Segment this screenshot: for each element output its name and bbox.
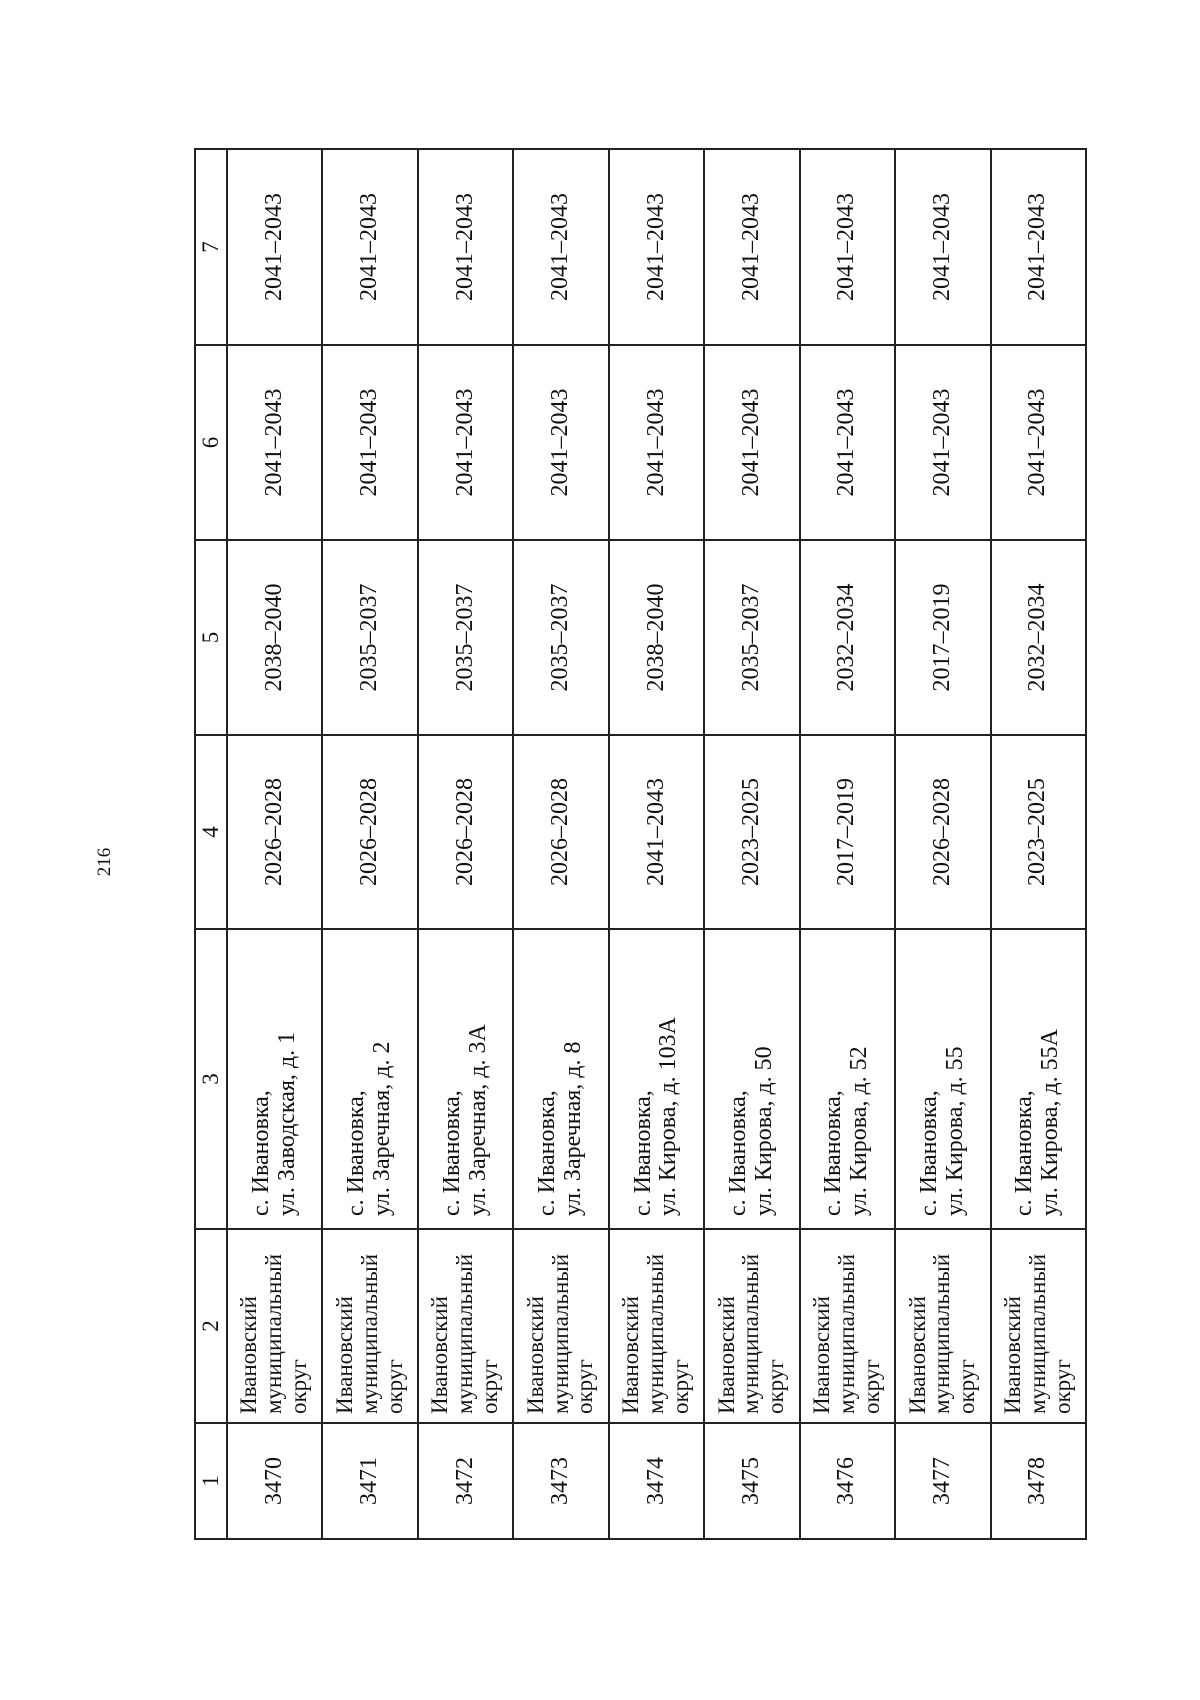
- address-line: ул. Кирова, д. 55А: [1037, 1029, 1064, 1216]
- period-cell-col-5: 2035–2037: [418, 540, 513, 735]
- district-cell: [609, 1229, 704, 1423]
- district-line: Ивановский: [522, 1296, 548, 1414]
- rotated-table-wrapper: [194, 150, 1087, 1540]
- address-line: с. Ивановка,: [820, 1090, 847, 1216]
- period-cell-col-6: 2041–2043: [513, 345, 608, 540]
- table-body: [227, 149, 1086, 1539]
- housing-repair-table: [194, 148, 1087, 1540]
- row-number-cell: 3470: [227, 1423, 322, 1539]
- district-line: муниципальный: [547, 1253, 573, 1414]
- address-line: с. Ивановка,: [247, 1090, 274, 1216]
- district-line: муниципальный: [738, 1253, 764, 1414]
- district-line: Ивановский: [236, 1296, 262, 1414]
- table-row: [322, 149, 417, 1539]
- district-line: округ: [1049, 1359, 1075, 1414]
- address-line: с. Ивановка,: [915, 1090, 942, 1216]
- address-cell: [227, 929, 322, 1229]
- address-cell: [800, 929, 895, 1229]
- period-cell-col-6: 2041–2043: [704, 345, 799, 540]
- address-cell: [322, 929, 417, 1229]
- district-cell: [418, 1229, 513, 1423]
- district-cell: [227, 1229, 322, 1423]
- address-line: с. Ивановка,: [438, 1090, 465, 1216]
- district-line: муниципальный: [452, 1253, 478, 1414]
- table-row: [609, 149, 704, 1539]
- district-line: Ивановский: [809, 1296, 835, 1414]
- column-header-4: 4: [195, 735, 227, 929]
- district-cell: [800, 1229, 895, 1423]
- district-line: Ивановский: [427, 1296, 453, 1414]
- period-cell-col-6: 2041–2043: [800, 345, 895, 540]
- district-line: округ: [763, 1359, 789, 1414]
- address-line: ул. Кирова, д. 55: [941, 1046, 968, 1216]
- row-number-cell: 3475: [704, 1423, 799, 1539]
- district-line: муниципальный: [356, 1253, 382, 1414]
- district-line: Ивановский: [1000, 1296, 1025, 1414]
- period-cell-col-5: 2038–2040: [227, 540, 322, 735]
- district-cell: [322, 1229, 417, 1423]
- row-number-cell: 3471: [322, 1423, 417, 1539]
- period-cell-col-7: 2041–2043: [227, 149, 322, 345]
- address-line: с. Ивановка,: [1011, 1090, 1038, 1216]
- district-line: Ивановский: [904, 1296, 930, 1414]
- row-number-cell: 3478: [991, 1423, 1087, 1539]
- district-cell: [513, 1229, 608, 1423]
- address-cell: [418, 929, 513, 1229]
- header-row: [195, 149, 227, 1539]
- period-cell-col-7: 2041–2043: [322, 149, 417, 345]
- period-cell-col-4: 2017–2019: [800, 735, 895, 929]
- district-line: муниципальный: [833, 1253, 859, 1414]
- period-cell-col-7: 2041–2043: [609, 149, 704, 345]
- period-cell-col-4: 2026–2028: [227, 735, 322, 929]
- period-cell-col-6: 2041–2043: [609, 345, 704, 540]
- period-cell-col-7: 2041–2043: [704, 149, 799, 345]
- period-cell-col-4: 2026–2028: [513, 735, 608, 929]
- address-cell: [895, 929, 990, 1229]
- address-cell: [991, 929, 1087, 1229]
- period-cell-col-7: 2041–2043: [895, 149, 990, 345]
- period-cell-col-4: 2026–2028: [322, 735, 417, 929]
- period-cell-col-4: 2026–2028: [895, 735, 990, 929]
- row-number-cell: 3472: [418, 1423, 513, 1539]
- address-cell: [513, 929, 608, 1229]
- row-number-cell: 3477: [895, 1423, 990, 1539]
- district-line: Ивановский: [618, 1296, 644, 1414]
- period-cell-col-5: 2035–2037: [704, 540, 799, 735]
- period-cell-col-7: 2041–2043: [800, 149, 895, 345]
- district-line: округ: [858, 1359, 884, 1414]
- address-line: с. Ивановка,: [343, 1090, 370, 1216]
- district-line: округ: [572, 1359, 598, 1414]
- address-line: ул. Кирова, д. 50: [750, 1046, 777, 1216]
- district-line: муниципальный: [1024, 1253, 1050, 1414]
- address-cell: [609, 929, 704, 1229]
- address-line: ул. Заводская, д. 1: [273, 1031, 300, 1216]
- column-header-7: 7: [195, 149, 227, 345]
- address-line: ул. Кирова, д. 103А: [655, 1017, 682, 1216]
- period-cell-col-6: 2041–2043: [227, 345, 322, 540]
- address-line: с. Ивановка,: [534, 1090, 561, 1216]
- row-number-cell: 3474: [609, 1423, 704, 1539]
- address-line: с. Ивановка,: [725, 1090, 751, 1216]
- table-row: [895, 149, 990, 1539]
- period-cell-col-7: 2041–2043: [991, 149, 1087, 345]
- district-line: муниципальный: [261, 1253, 287, 1414]
- period-cell-col-5: 2032–2034: [800, 540, 895, 735]
- period-cell-col-6: 2041–2043: [991, 345, 1087, 540]
- address-line: ул. Заречная, д. 8: [560, 1041, 587, 1216]
- address-line: ул. Заречная, д. 2: [369, 1041, 396, 1216]
- table-row: [227, 149, 322, 1539]
- district-line: округ: [381, 1359, 407, 1414]
- period-cell-col-4: 2023–2025: [991, 735, 1087, 929]
- period-cell-col-5: 2017–2019: [895, 540, 990, 735]
- row-number-cell: 3473: [513, 1423, 608, 1539]
- table-row: [800, 149, 895, 1539]
- column-header-3: 3: [195, 929, 227, 1229]
- district-line: муниципальный: [643, 1253, 669, 1414]
- period-cell-col-6: 2041–2043: [895, 345, 990, 540]
- column-header-6: 6: [195, 345, 227, 540]
- district-cell: [895, 1229, 990, 1423]
- row-number-cell: 3476: [800, 1423, 895, 1539]
- district-line: округ: [286, 1359, 312, 1414]
- period-cell-col-4: 2026–2028: [418, 735, 513, 929]
- period-cell-col-6: 2041–2043: [418, 345, 513, 540]
- page-number: 216: [94, 847, 115, 877]
- address-line: ул. Заречная, д. 3А: [464, 1024, 491, 1216]
- district-line: Ивановский: [713, 1296, 739, 1414]
- table-row: [704, 149, 799, 1539]
- period-cell-col-5: 2038–2040: [609, 540, 704, 735]
- district-line: округ: [477, 1359, 502, 1414]
- district-line: округ: [667, 1359, 693, 1414]
- period-cell-col-7: 2041–2043: [418, 149, 513, 345]
- period-cell-col-6: 2041–2043: [322, 345, 417, 540]
- period-cell-col-5: 2035–2037: [513, 540, 608, 735]
- district-line: муниципальный: [929, 1253, 955, 1414]
- period-cell-col-4: 2041–2043: [609, 735, 704, 929]
- period-cell-col-4: 2023–2025: [704, 735, 799, 929]
- district-line: округ: [954, 1359, 980, 1414]
- address-cell: [704, 929, 799, 1229]
- column-header-5: 5: [195, 540, 227, 735]
- district-line: Ивановский: [331, 1296, 357, 1414]
- column-header-1: 1: [195, 1423, 227, 1539]
- table-row: [513, 149, 608, 1539]
- period-cell-col-5: 2035–2037: [322, 540, 417, 735]
- address-line: с. Ивановка,: [629, 1090, 656, 1216]
- period-cell-col-7: 2041–2043: [513, 149, 608, 345]
- column-header-2: 2: [195, 1229, 227, 1423]
- address-line: ул. Кирова, д. 52: [846, 1046, 873, 1216]
- district-cell: [991, 1229, 1087, 1423]
- table-row: [418, 149, 513, 1539]
- period-cell-col-5: 2032–2034: [991, 540, 1087, 735]
- table-row: [991, 149, 1087, 1539]
- district-cell: [704, 1229, 799, 1423]
